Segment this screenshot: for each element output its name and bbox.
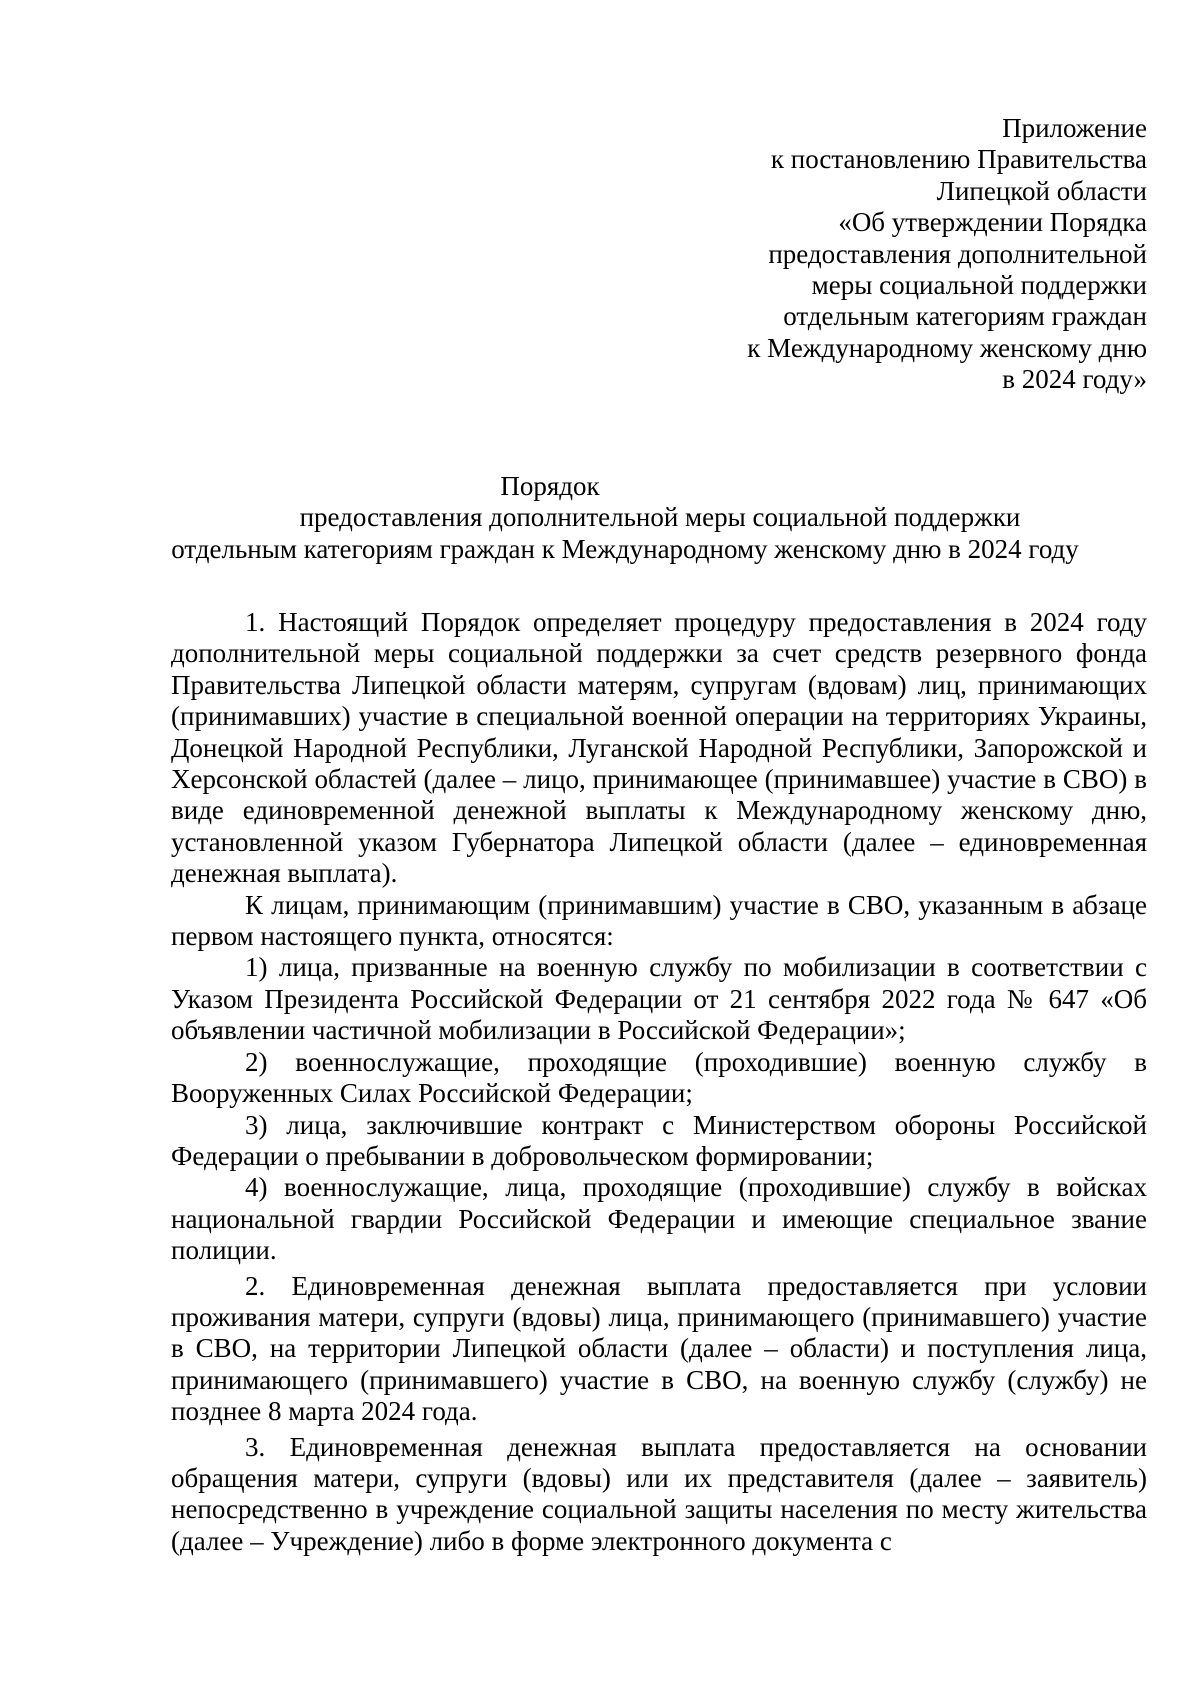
paragraph-1: 1. Настоящий Порядок определяет процедуру предоставления в 2024 году дополнительной меры социальной поддержки за счет средств резервного фонда Правительства Липецкой области матерям, супругам (вдовам) лиц, принимающих (принимавших) участие в специальной военной операции на территориях Украины, Донецкой Народной Республики, Луганской Народной Республики, Запорожской и Херсонской областей (далее – лицо, принимающее (принимавшее) участие в СВО) в виде единовременной денежной выплаты к Международному женскому дню, установленной указом Губернатора Липецкой области (далее – единовременная денежная выплата).	[171, 607, 1147, 889]
appendix-line: «Об утверждении Порядка	[838, 207, 1147, 238]
appendix-line: к постановлению Правительства	[770, 144, 1147, 175]
appendix-line: к Международному женскому дню	[747, 332, 1147, 363]
paragraph-2: К лицам, принимающим (принимавшим) участие в СВО, указанным в абзаце первом настоящего пункта, относятся:	[171, 889, 1147, 952]
appendix-line: меры социальной поддержки	[811, 270, 1147, 301]
title-line-2: предоставления дополнительной меры социальной поддержки	[299, 502, 1021, 533]
appendix-line: предоставления дополнительной	[768, 238, 1147, 269]
appendix-line: в 2024 году»	[1002, 364, 1147, 395]
title-line-3: отдельным категориям граждан к Международному женскому дню в 2024 году	[171, 533, 1079, 564]
paragraph-6: 4) военнослужащие, лица, проходящие (проходившие) службу в войсках национальной гвардии Российской Федерации и имеющие специальное звание полиции.	[171, 1172, 1147, 1266]
title-line-1: Порядок	[500, 471, 600, 501]
paragraph-5: 3) лица, заключившие контракт с Министерством обороны Российской Федерации о пребывании в добровольческом формировании;	[171, 1109, 1147, 1171]
paragraph-7: 2. Единовременная денежная выплата предоставляется при условии проживания матери, супруги (вдовы) лица, принимающего (принимавшего) участие в СВО, на территории Липецкой области (далее – области) и поступления лица, принимающего (принимавшего) участие в СВО, на военную службу (службу) не позднее 8 марта 2024 года.	[171, 1270, 1147, 1427]
paragraph-4: 2) военнослужащие, проходящие (проходившие) военную службу в Вооруженных Силах Российской Федерации;	[171, 1046, 1147, 1109]
appendix-line: Приложение	[1002, 113, 1147, 143]
appendix-line: отдельным категориям граждан	[783, 301, 1147, 332]
document-body	[171, 607, 1147, 1557]
appendix-header	[507, 113, 1147, 396]
appendix-line: Липецкой области	[936, 175, 1147, 206]
document-title	[0, 471, 1200, 565]
paragraph-3: 1) лица, призванные на военную службу по мобилизации в соответствии с Указом Президента Российской Федерации от 21 сентября 2022 года № 647 «Об объявлении частичной мобилизации в Российской Федерации»;	[171, 952, 1147, 1046]
paragraph-8: 3. Единовременная денежная выплата предоставляется на основании обращения матери, супруги (вдовы) или их представителя (далее – заявитель) непосредственно в учреждение социальной защиты населения по месту жительства (далее – Учреждение) либо в форме электронного документа с	[171, 1431, 1147, 1556]
